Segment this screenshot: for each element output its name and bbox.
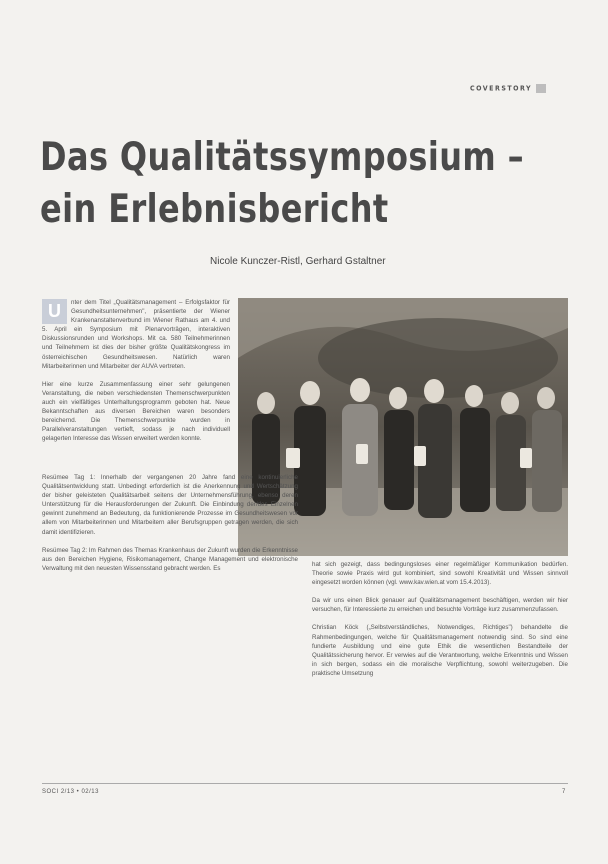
body-right-paragraph-1: hat sich gezeigt, dass bedingungsloses einer regelmäßiger Kommunikation bedürfen. Theorie sowie Praxis wird gut kombiniert, sind sowohl Kreativität und Wissen sinnvoll eingesetzt worden können (vgl. www.kav.wien.at vom 15.4.2013). bbox=[312, 561, 568, 587]
title-line-1: Das Qualitätssymposium – bbox=[40, 135, 525, 180]
title-line-2: ein Erlebnisbericht bbox=[40, 187, 389, 232]
body-right-column bbox=[312, 560, 568, 687]
page-number: 7 bbox=[562, 789, 566, 795]
intro-paragraph-1 bbox=[42, 298, 230, 371]
intro-column bbox=[42, 298, 230, 452]
drop-cap: U bbox=[42, 299, 67, 324]
body-right-paragraph-3: Christian Köck („Selbstverständliches, Notwendiges, Richtiges") behandelte die Rahmenbedingungen, welche für Qualitätsmanagement notwendig sind. So sind eine fundierte Ausbildung und eine gute Ethik die wesentlichen Bestandteile der Qualitätssicherung hervor. Er verwies auf die Verantwortung, welche Erkenntnis und Wissen in sich bergen, sodass ein die moralische Verpflichtung, sowohl weiterzugeben. Die praktische Umsetzung bbox=[312, 624, 568, 677]
authors-byline: Nicole Kunczer-Ristl, Gerhard Gstaltner bbox=[210, 256, 386, 267]
intro-paragraph-2: Hier eine kurze Zusammenfassung einer sehr gelungenen Veranstaltung, die neben verschiedensten Themenschwerpunkten auch ein vielfältiges Unterhaltungsprogramm geboten hat. Neue Bekanntschaften aus diversen Bereichen waren besonders bereichernd. Die Themenschwerpunkte wurden in Parallelveranstaltungen vertieft, sodass je nach individuell gelagerten Interesse das Wissen erweitert werden konnte. bbox=[42, 380, 230, 443]
intro-text-1: nter dem Titel „Qualitätsmanagement – Erfolgsfaktor für Gesundheitsunternehmen", präsentierte der Wiener Krankenanstaltenverbund im Wiener Rathaus am 4. und 5. April ein Symposium mit Plenarvorträgen, interaktiven Diskussionsrunden und Workshops. Mit ca. 580 Teilnehmerinnen und Teilnehmern ist dies der bisher größte Qualitätskongress im österreichischen Gesundheitswesen. Natürlich waren Mitarbeiterinnen und Mitarbeiter der AUVA vertreten. bbox=[42, 299, 230, 370]
body-left-column bbox=[42, 473, 298, 582]
body-left-paragraph-2: Resümee Tag 2: Im Rahmen des Themas Krankenhaus der Zukunft wurden die Erkenntnisse aus den Bereichen Hygiene, Risikomanagement, Change Management und elektronische Verwaltung mit den neuesten Wissensstand gebracht werden. Es bbox=[42, 546, 298, 572]
body-right-paragraph-2: Da wir uns einen Blick genauer auf Qualitätsmanagement beschäftigen, werden wir hier versuchen, für Interessierte zu erreichen und besuchte Vorträge kurz zusammenzufassen. bbox=[312, 597, 568, 614]
footer-issue: SOCI 2/13 • 02/13 bbox=[42, 789, 99, 795]
section-tag: COVERSTORY bbox=[470, 84, 546, 93]
footer-rule bbox=[42, 783, 568, 784]
article-title bbox=[40, 132, 525, 236]
body-left-paragraph-1: Resümee Tag 1: Innerhalb der vergangenen 20 Jahre fand eine kontinuierliche Qualitätsentwicklung statt. Unbedingt erforderlich ist die Anerkennung und Wertschätzung der bisher geleisteten Qualitätsarbeit seitens der Unternehmensführung, ebenso deren Unterstützung für die Herausforderungen der Zukunft. Die Einbindung der/des Einzelnen gewinnt zunehmend an Bedeutung, da funktionierende Prozesse im Gesundheitswesen vor allem von Mitarbeiterinnen und Mitarbeitern aller Berufsgruppen getragen werden, die sich damit identifizieren. bbox=[42, 474, 298, 536]
